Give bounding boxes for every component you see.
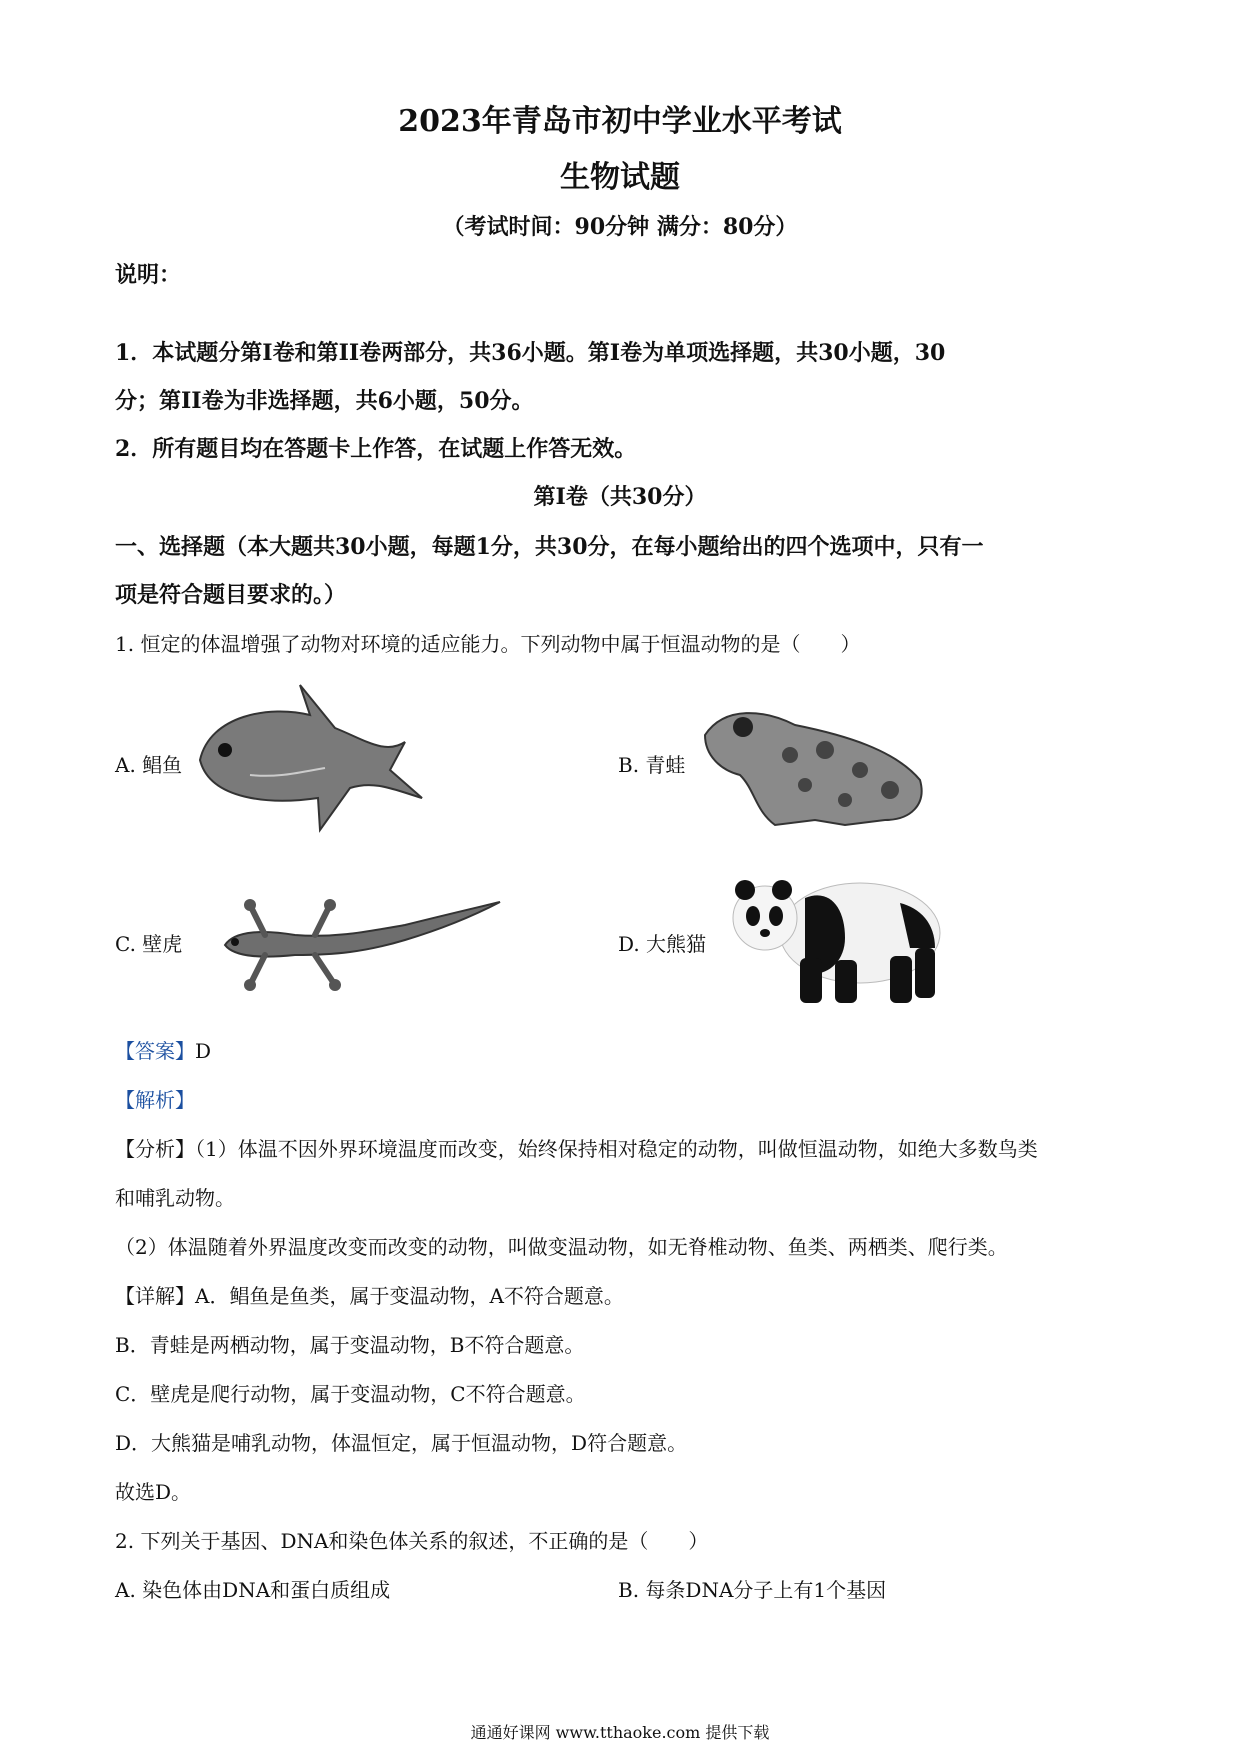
giant-panda-image — [720, 868, 950, 1008]
exam-title: 2023年青岛市初中学业水平考试 — [398, 104, 842, 139]
q1-analysis-line3: （2）体温随着外界温度改变而改变的动物，叫做变温动物，如无脊椎动物、鱼类、两栖类、爬行类。 — [115, 1235, 1008, 1259]
q1-conclusion: 故选D。 — [115, 1480, 192, 1504]
frog-image — [695, 695, 935, 835]
instructions-item1-line2: 分；第II卷为非选择题，共6小题，50分。 — [115, 388, 534, 414]
answer-tag: 【答案】 — [115, 1039, 195, 1063]
q1-option-a: A. 鲳鱼 — [115, 753, 183, 777]
instructions-heading: 说明： — [115, 262, 182, 288]
section-heading-line1: 一、选择题（本大题共30小题，每题1分，共30分，在每小题给出的四个选项中，只有一 — [115, 534, 984, 560]
instructions-item1-line1: 1．本试题分第I卷和第II卷两部分，共36小题。第I卷为单项选择题，共30小题，30 — [115, 340, 946, 366]
q1-detail-c: C．壁虎是爬行动物，属于变温动物，C不符合题意。 — [115, 1382, 586, 1406]
instructions-item2: 2．所有题目均在答题卡上作答，在试题上作答无效。 — [115, 436, 637, 462]
exam-info: （考试时间：90分钟 满分：80分） — [442, 214, 798, 240]
page-footer: 通通好课网 www.tthaoke.com 提供下载 — [470, 1723, 770, 1742]
q1-detail-d: D．大熊猫是哺乳动物，体温恒定，属于恒温动物，D符合题意。 — [115, 1431, 688, 1455]
q2-option-a: A. 染色体由DNA和蛋白质组成 — [115, 1578, 391, 1602]
q1-analysis-line1: 【分析】（1）体温不因外界环境温度而改变，始终保持相对稳定的动物，叫做恒温动物，如绝大多数鸟类 — [115, 1137, 1038, 1161]
q1-analysis-line2: 和哺乳动物。 — [115, 1186, 235, 1210]
q1-option-b: B. 青蛙 — [618, 753, 686, 777]
q2-stem: 2. 下列关于基因、DNA和染色体关系的叙述，不正确的是（ ） — [115, 1529, 709, 1553]
section-heading-line2: 项是符合题目要求的。） — [115, 582, 347, 608]
q1-detail-b: B．青蛙是两栖动物，属于变温动物，B不符合题意。 — [115, 1333, 585, 1357]
q2-option-b: B. 每条DNA分子上有1个基因 — [618, 1578, 887, 1602]
pomfret-fish-image — [190, 680, 430, 840]
q1-answer: D — [195, 1039, 212, 1063]
q1-detail-a: 【详解】A．鲳鱼是鱼类，属于变温动物，A不符合题意。 — [115, 1284, 624, 1308]
analysis-tag: 【解析】 — [115, 1088, 195, 1112]
section-title: 第I卷（共30分） — [533, 484, 707, 510]
exam-subtitle: 生物试题 — [560, 160, 680, 195]
q1-stem: 1. 恒定的体温增强了动物对环境的适应能力。下列动物中属于恒温动物的是（ ） — [115, 632, 861, 656]
q1-option-c: C. 壁虎 — [115, 932, 183, 956]
q1-option-d: D. 大熊猫 — [618, 932, 707, 956]
gecko-image — [205, 890, 505, 1000]
q1-answer-line — [115, 1035, 211, 1064]
